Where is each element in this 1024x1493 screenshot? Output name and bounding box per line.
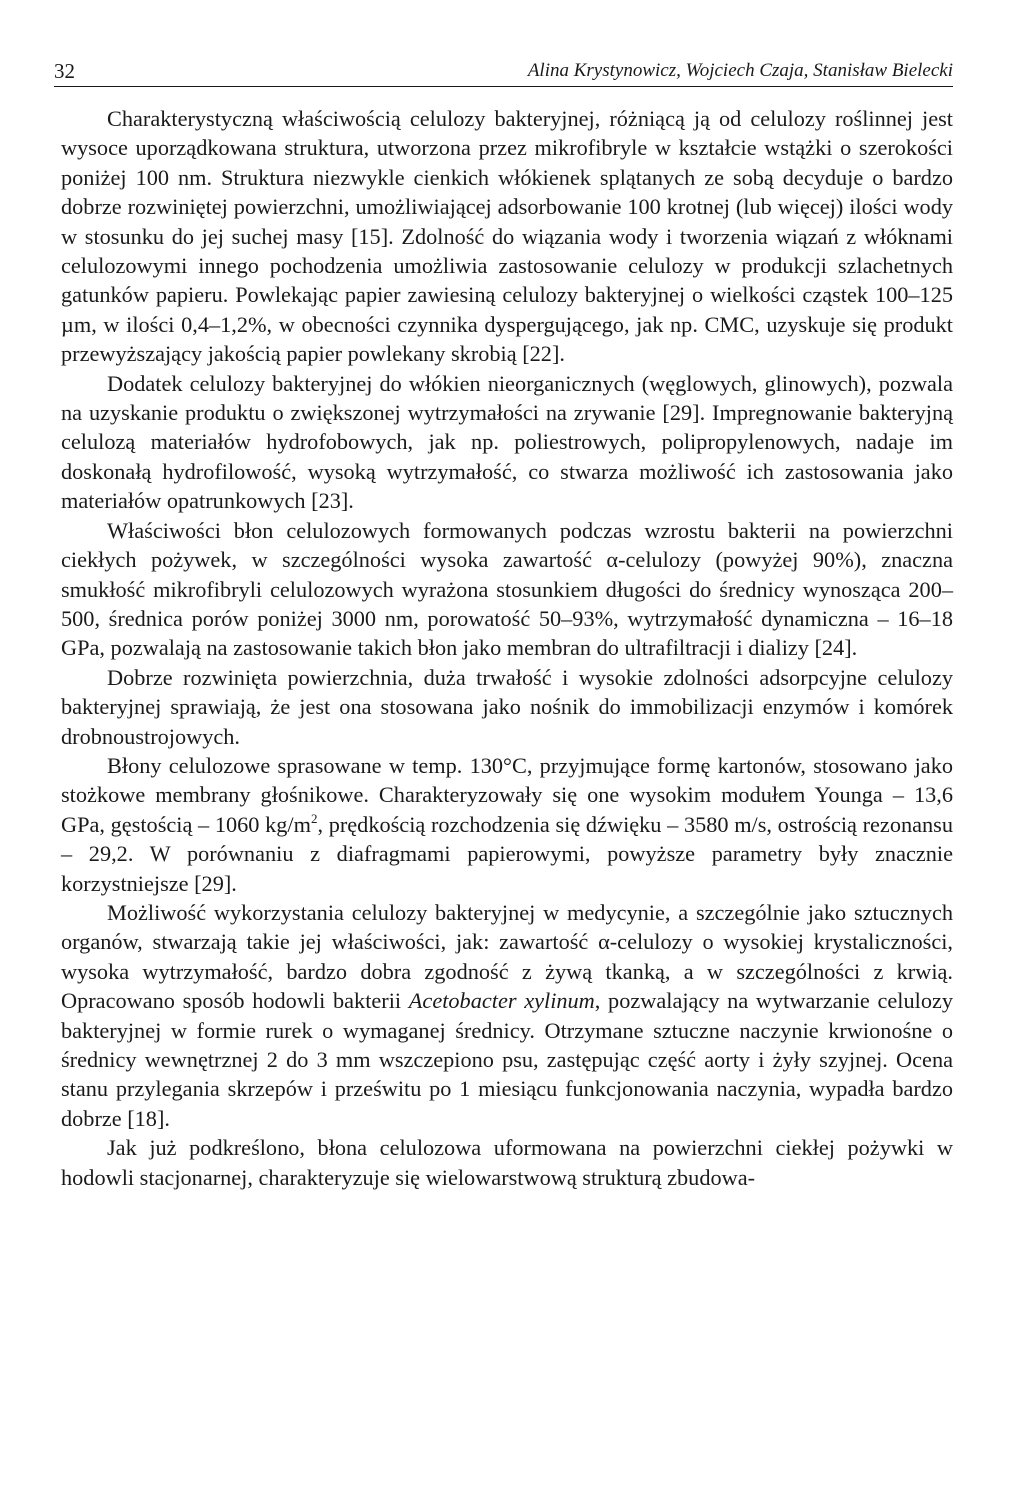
- running-head-authors: Alina Krystynowicz, Wojciech Czaja, Stanisław Bielecki: [527, 60, 953, 81]
- body-text: [61, 104, 953, 1192]
- paragraph-5: Błony celulozowe sprasowane w temp. 130°C, przyjmujące formę kartonów, stosowano jako stożkowe membrany głośnikowe. Charakteryzowały się one wysokim modułem Younga – 13,6 GPa, gęstością – 1060 $kg/m^2$, prędkością rozchodzenia się dźwięku – 3580 m/s, ostrością rezonansu – 29,2. W porównaniu z diafragmami papierowymi, powyższe parametry były znacznie korzystniejsze [29].: [61, 752, 953, 896]
- italic-term: Acetobacter xylinum: [408, 988, 595, 1014]
- paragraph-1: Charakterystyczną właściwością celulozy bakteryjnej, różniącą ją od celulozy roślinnej jest wysoce uporządkowana struktura, utworzona przez mikrofibryle w kształcie wstążki o szerokości poniżej 100 nm. Struktura niezwykle cienkich włókienek splątanych ze sobą decyduje o bardzo dobrze rozwiniętej powierzchni, umożliwiającej adsorbowanie 100 krotnej (lub więcej) ilości wody w stosunku do jej suchej masy [15]. Zdolność do wiązania wody i tworzenia wiązań z włóknami celulozowymi innego pochodzenia umożliwia zastosowanie celulozy w produkcji szlachetnych gatunków papieru. Powlekając papier zawiesiną celulozy bakteryjnej o wielkości cząstek 100–125 µm, w ilości 0,4–1,2%, w obecności czynnika dyspergującego, jak np. CMC, uzyskuje się produkt przewyższający jakością papier powlekany skrobią [22].: [61, 106, 953, 367]
- paragraph-7: Jak już podkreślono, błona celulozowa uformowana na powierzchni ciekłej pożywki w hodowli stacjonarnej, charakteryzuje się wielowarstwową strukturą zbudowa-: [61, 1135, 953, 1190]
- page-number: 32: [54, 59, 75, 83]
- superscript: 2: [310, 810, 318, 826]
- paragraph-2: Dodatek celulozy bakteryjnej do włókien nieorganicznych (węglowych, glinowych), pozwala na uzyskanie produktu o zwiększonej wytrzymałości na zrywanie [29]. Impregnowanie bakteryjną celulozą materiałów hydrofobowych, jak np. poliestrowych, polipropylenowych, nadaje im doskonałą hydrofilowość, wysoką wytrzymałość, co stwarza możliwość ich zastosowania jako materiałów opatrunkowych [23].: [61, 370, 953, 514]
- paragraph-6: Możliwość wykorzystania celulozy bakteryjnej w medycynie, a szczególnie jako sztucznych organów, stwarzają takie jej właściwości, jak: zawartość α-celulozy o wysokiej krystaliczności, wysoka wytrzymałość, bardzo dobra zgodność z żywą tkanką, a w szczególności z krwią. Opracowano sposób hodowli bakterii Acetobacter xylinum, pozwalający na wytwarzanie celulozy bakteryjnej w formie rurek o wymaganej średnicy. Otrzymane sztuczne naczynie krwionośne o średnicy wewnętrznej 2 do 3 mm wszczepiono psu, zastępując część aorty i żyły szyjnej. Ocena stanu przylegania skrzepów i prześwitu po 1 miesiącu funkcjonowania naczynia, wypadła bardzo dobrze [18].: [61, 899, 954, 1131]
- running-header: [54, 56, 953, 86]
- paragraph-3: Właściwości błon celulozowych formowanych podczas wzrostu bakterii na powierzchni ciekłych pożywek, w szczególności wysoka zawartość α-celulozy (powyżej 90%), znaczna smukłość mikrofibryli celulozowych wyrażona stosunkiem długości do średnicy wynosząca 200–500, średnica porów poniżej 3000 nm, porowatość 50–93%, wytrzymałość dynamiczna – 16–18 GPa, pozwalają na zastosowanie takich błon jako membran do ultrafiltracji i dializy [24].: [61, 517, 953, 661]
- header-rule: [54, 86, 953, 87]
- paragraph-4: Dobrze rozwinięta powierzchnia, duża trwałość i wysokie zdolności adsorpcyjne celulozy bakteryjnej sprawiają, że jest ona stosowana jako nośnik do immobilizacji enzymów i komórek drobnoustrojowych.: [61, 664, 953, 749]
